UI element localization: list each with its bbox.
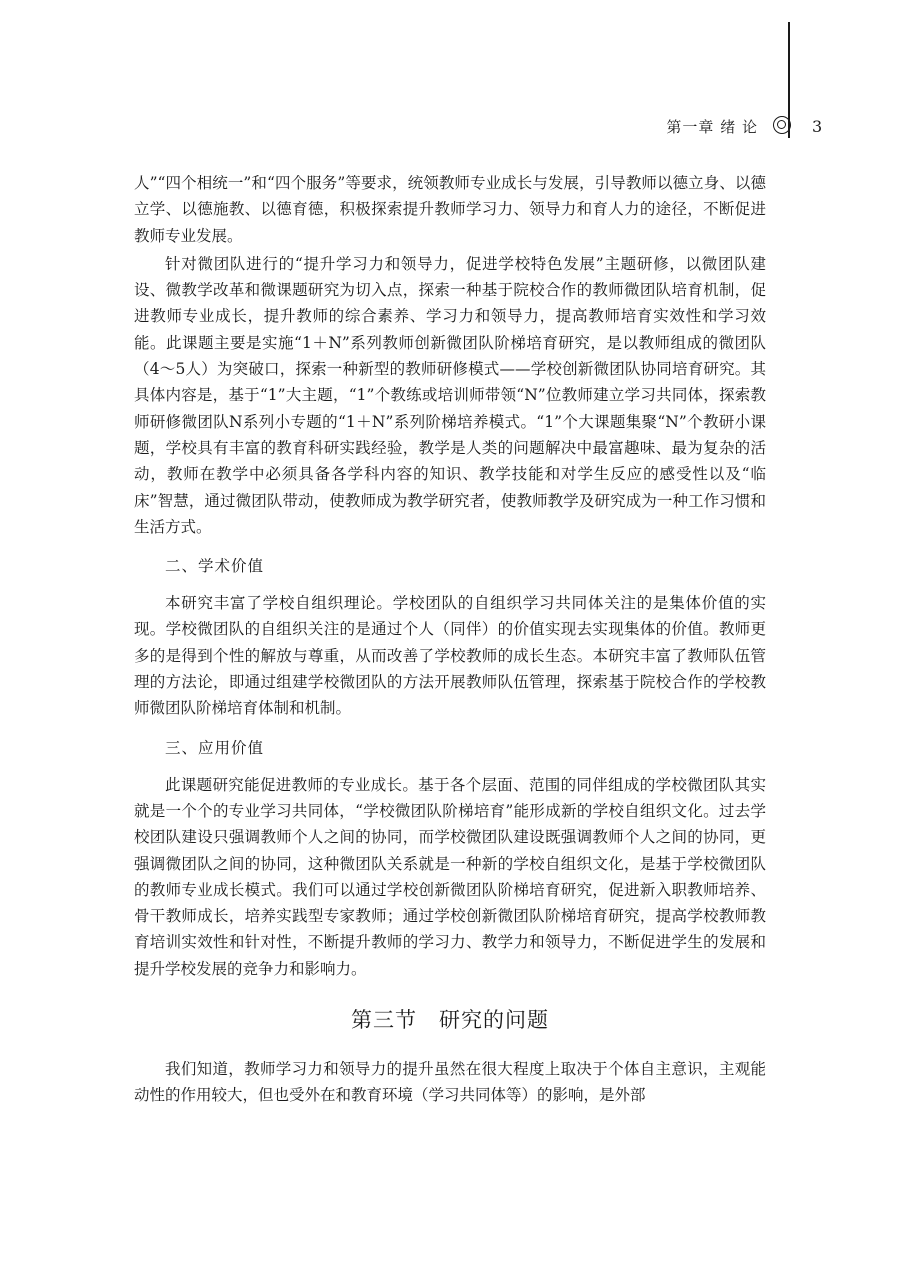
body-paragraph-applied-value: 此课题研究能促进教师的专业成长。基于各个层面、范围的同伴组成的学校微团队其实就是一个个的专业学习共同体，“学校微团队阶梯培育”能形成新的学校自组织文化。过去学校团队建设只强调教师个人之间的协同，而学校微团队建设既强调教师个人之间的协同，更强调微团队之间的协同，这种微团队关系就是一种新的学校自组织文化，是基于学校微团队的教师专业成长模式。我们可以通过学校创新微团队阶梯培育研究，促进新入职教师培养、骨干教师成长，培养实践型专家教师；通过学校创新微团队阶梯培育研究，提高学校教师教育培训实效性和针对性，不断提升教师的学习力、教学力和领导力，不断促进学生的发展和提升学校发展的竞争力和影响力。 <box>134 775 766 978</box>
running-head-chapter: 第一章 <box>666 118 715 136</box>
chapter-ornament-icon <box>773 116 791 134</box>
page-number: 3 <box>812 117 823 136</box>
running-head-chapter-name: 绪 论 <box>720 118 758 136</box>
body-paragraph-continued: 人”“四个相统一”和“四个服务”等要求，统领教师专业成长与发展，引导教师以德立身、以德立学、以德施教、以德育德，积极探索提升教师学习力、领导力和育人力的途径，不断促进教师专业发展。 <box>134 174 766 245</box>
section-title-text: 研究的问题 <box>439 1008 549 1033</box>
running-head <box>640 114 876 140</box>
body-paragraph: 针对微团队进行的“提升学习力和领导力，促进学校特色发展”主题研修，以微团队建设、微教学改革和微课题研究为切入点，探索一种基于院校合作的教师微团队培育机制，促进教师专业成长，提升教师的综合素养、学习力和领导力，提高教师培育实效性和学习效能。此课题主要是实施“1＋N”系列教师创新微团队阶梯培育研究，是以教师组成的微团队（4～5人）为突破口，探索一种新型的教师研修模式——学校创新微团队协同培育研究。其具体内容是，基于“1”大主题，“1”个教练或培训师带领“N”位教师建立学习共同体，探索教师研修微团队N系列小专题的“1＋N”系列阶梯培养模式。“1”个大课题集聚“N”个教研小课题，学校具有丰富的教育科研实践经验，教学是人类的问题解决中最富趣味、最为复杂的活动，教师在教学中必须具备各学科内容的知识、教学技能和对学生反应的感受性以及“临床”智慧，通过微团队带动，使教师成为教学研究者，使教师教学及研究成为一种工作习惯和生活方式。 <box>134 254 766 536</box>
section-title <box>134 1004 766 1036</box>
section-heading-applied-value: 三、应用价值 <box>165 738 265 757</box>
running-head-title <box>666 114 758 140</box>
section-title-label: 第三节 <box>351 1008 417 1033</box>
body-paragraph-research-questions: 我们知道，教师学习力和领导力的提升虽然在很大程度上取决于个体自主意识，主观能动性的作用较大，但也受外在和教育环境（学习共同体等）的影响，是外部 <box>134 1060 766 1105</box>
section-heading-academic-value: 二、学术价值 <box>165 557 265 576</box>
page-body <box>134 170 766 1109</box>
body-paragraph-academic-value: 本研究丰富了学校自组织理论。学校团队的自组织学习共同体关注的是集体价值的实现。学校微团队的自组织关注的是通过个人（同伴）的价值实现去实现集体的价值。教师更多的是得到个性的解放与尊重，从而改善了学校教师的成长生态。本研究丰富了教师队伍管理的方法论，即通过组建学校微团队的方法开展教师队伍管理，探索基于院校合作的学校教师微团队阶梯培育体制和机制。 <box>134 594 766 718</box>
